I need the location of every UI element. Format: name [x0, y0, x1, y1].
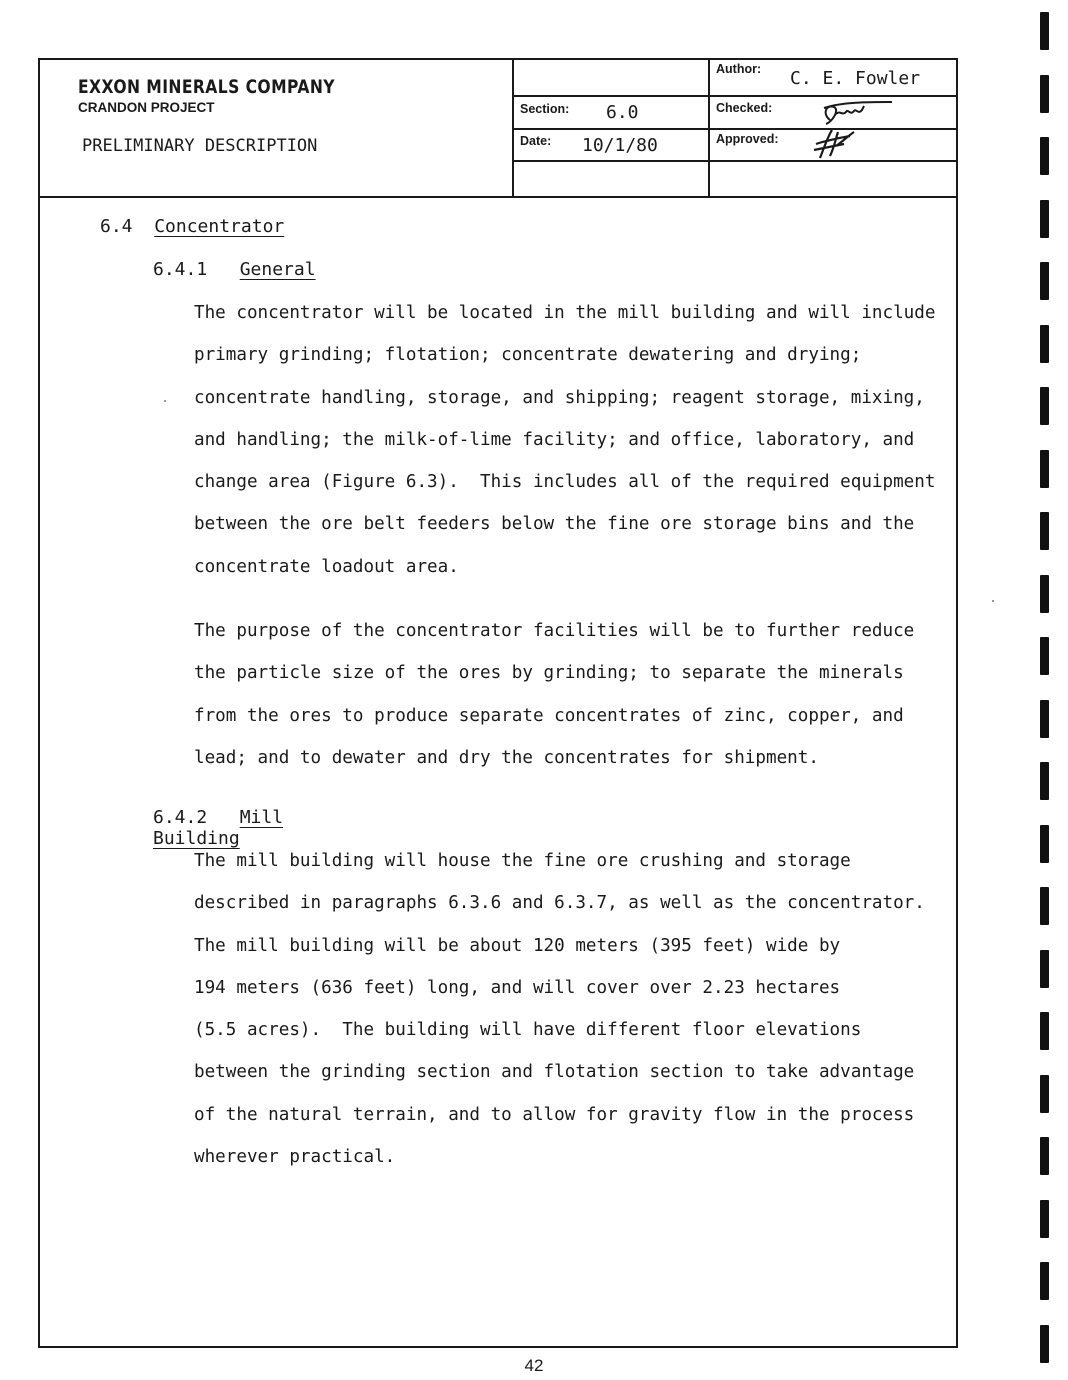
- page-number: 42: [524, 1356, 544, 1375]
- date-label: Date:: [520, 134, 552, 148]
- text-line: concentrate handling, storage, and shipping; reagent storage, mixing,: [194, 387, 925, 408]
- section-number: 6.4: [100, 216, 133, 237]
- section-label: Section:: [520, 102, 570, 116]
- text-line: The mill building will house the fine ore crushing and storage: [194, 851, 851, 871]
- subsection-number: 6.4.1: [153, 259, 208, 280]
- author-label: Author:: [716, 62, 762, 76]
- binder-mark: [1040, 1325, 1049, 1363]
- text-line: from the ores to produce separate concentrates of zinc, copper, and: [194, 705, 904, 726]
- text-line: The mill building will be about 120 meters (395 feet) wide by: [194, 935, 841, 956]
- text-line: lead; and to dewater and dry the concentrates for shipment.: [194, 747, 819, 768]
- title-block-rule: [512, 160, 956, 162]
- text-line: described in paragraphs 6.3.6 and 6.3.7, as well as the concentrator.: [194, 893, 925, 914]
- subsection-number: 6.4.2: [153, 807, 208, 828]
- binder-mark: [1040, 887, 1049, 925]
- subsection-heading-general: [153, 259, 316, 280]
- approved-label: Approved:: [716, 132, 779, 146]
- mill-building-paragraph: [194, 848, 934, 1186]
- text-line: between the grinding section and flotation section to take advantage: [194, 1062, 915, 1083]
- binder-mark: [1040, 325, 1049, 363]
- binder-mark: [1040, 1075, 1049, 1113]
- text-line: 194 meters (636 feet) long, and will cover over 2.23 hectares: [194, 977, 841, 998]
- approved-signature-icon: [810, 126, 860, 162]
- text-line: wherever practical.: [194, 1147, 396, 1168]
- author-value: C. E. Fowler: [790, 68, 921, 89]
- project-name: CRANDON PROJECT: [78, 100, 215, 115]
- general-paragraph-2: [194, 618, 934, 787]
- text-line: (5.5 acres). The building will have different floor elevations: [194, 1020, 862, 1041]
- general-paragraph-1: [194, 300, 934, 596]
- document-type: PRELIMINARY DESCRIPTION: [82, 136, 318, 156]
- binder-mark: [1040, 200, 1049, 238]
- binder-mark: [1040, 1137, 1049, 1175]
- binder-mark: [1040, 387, 1049, 425]
- binder-mark: [1040, 512, 1049, 550]
- company-name: EXXON MINERALS COMPANY: [78, 76, 336, 98]
- subsection-heading-mill-building: [153, 807, 283, 849]
- text-line: between the ore belt feeders below the fine ore storage bins and the: [194, 514, 915, 535]
- text-line: The purpose of the concentrator facilities will be to further reduce: [194, 621, 915, 641]
- binder-mark: [1040, 75, 1049, 113]
- binder-mark: [1040, 1012, 1049, 1050]
- binder-mark: [1040, 1262, 1049, 1300]
- title-block-rule: [512, 95, 956, 97]
- binder-mark: [1040, 700, 1049, 738]
- binder-mark: [1040, 575, 1049, 613]
- checked-label: Checked:: [716, 101, 773, 115]
- binder-mark: [1040, 950, 1049, 988]
- binder-mark: [1040, 137, 1049, 175]
- text-line: the particle size of the ores by grinding; to separate the minerals: [194, 663, 904, 684]
- binder-mark: [1040, 450, 1049, 488]
- scan-speck: [164, 400, 166, 402]
- section-value: 6.0: [606, 102, 639, 123]
- text-line: and handling; the milk-of-lime facility; and office, laboratory, and: [194, 429, 915, 450]
- title-block: [40, 60, 956, 198]
- section-heading: [100, 216, 284, 237]
- subsection-title: General: [239, 259, 316, 280]
- text-line: concentrate loadout area.: [194, 556, 459, 577]
- binder-mark: [1040, 262, 1049, 300]
- text-line: of the natural terrain, and to allow for gravity flow in the process: [194, 1104, 915, 1125]
- binder-mark: [1040, 1200, 1049, 1238]
- subsection-title: Mill Building: [153, 807, 284, 849]
- section-title: Concentrator: [154, 216, 285, 237]
- binder-mark: [1040, 825, 1049, 863]
- binder-mark: [1040, 762, 1049, 800]
- scan-speck: [992, 600, 994, 602]
- text-line: primary grinding; flotation; concentrate dewatering and drying;: [194, 345, 862, 366]
- binder-mark: [1040, 12, 1049, 50]
- binder-mark: [1040, 637, 1049, 675]
- date-value: 10/1/80: [582, 135, 658, 156]
- text-line: The concentrator will be located in the mill building and will include: [194, 303, 936, 323]
- text-line: change area (Figure 6.3). This includes all of the required equipment: [194, 472, 936, 493]
